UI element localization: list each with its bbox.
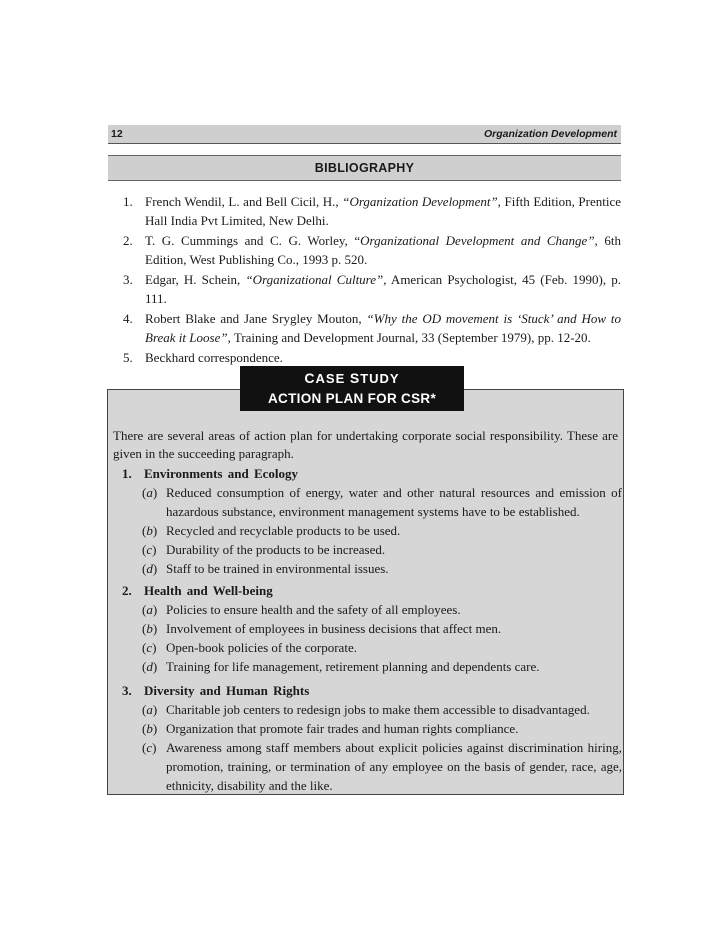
case-study-intro: There are several areas of action plan for undertaking corporate social responsibility. These are given in the succeeding paragraph. xyxy=(113,428,618,461)
item-number: 5. xyxy=(123,350,133,365)
item-text: Robert Blake and Jane Srygley Mouton, xyxy=(145,311,367,326)
item-text: Reduced consumption of energy, water and other natural resources and emission of hazardous substance, environment management systems have to be established. xyxy=(166,485,622,519)
section-heading xyxy=(122,681,622,700)
bibliography-heading: BIBLIOGRAPHY xyxy=(108,155,621,181)
item-text: Training and Development Journal, 33 (September 1979), pp. 12-20. xyxy=(230,330,591,345)
item-label: (c) xyxy=(142,740,157,755)
section-title: Health and Well-being xyxy=(144,583,273,598)
item-text: Edgar, H. Schein, xyxy=(145,272,246,287)
item-label: (d) xyxy=(142,659,158,674)
item-label: (b) xyxy=(142,721,158,736)
item-text: French Wendil, L. and Bell Cicil, H., xyxy=(145,194,343,209)
case-label-part: TUDY xyxy=(360,371,400,386)
bibliography-item xyxy=(123,231,621,269)
item-text: Policies to ensure health and the safety of all employees. xyxy=(166,602,461,617)
item-label: (b) xyxy=(142,621,158,636)
list-item xyxy=(122,483,622,521)
case-label-part: ASE xyxy=(315,371,346,386)
item-text: 6th Edition, West Publishing Co., 1993 p. 520. xyxy=(145,233,621,267)
running-header xyxy=(108,125,621,144)
item-text: Involvement of employees in business decisions that affect men. xyxy=(166,621,502,636)
item-number: 1. xyxy=(123,194,133,209)
bibliography-item xyxy=(123,348,621,367)
running-title: Organization Development xyxy=(483,128,617,140)
item-label: (d) xyxy=(142,561,158,576)
bibliography-item xyxy=(123,270,621,308)
item-label: (a) xyxy=(142,702,158,717)
list-item xyxy=(122,600,622,619)
page-number: 12 xyxy=(111,128,123,140)
section-number: 3. xyxy=(122,683,132,698)
list-item xyxy=(122,559,622,578)
section-heading xyxy=(122,464,622,483)
item-text: T. G. Cummings and C. G. Worley, “ xyxy=(145,233,361,248)
item-title: Organizational Development and Change”, xyxy=(360,233,598,248)
item-label: (a) xyxy=(142,602,158,617)
bibliography-item xyxy=(123,192,621,230)
item-number: 4. xyxy=(123,311,133,326)
section-heading xyxy=(122,581,622,600)
item-text: Open-book policies of the corporate. xyxy=(166,640,357,655)
item-title: “Organization Development”, xyxy=(342,194,501,209)
item-number: 3. xyxy=(123,272,133,287)
section-title: Diversity and Human Rights xyxy=(144,683,310,698)
item-text: Charitable job centers to redesign jobs to make them accessible to disadvantaged. xyxy=(166,702,590,717)
item-text: Staff to be trained in environmental issues. xyxy=(166,561,389,576)
section-number: 1. xyxy=(122,466,132,481)
item-text: Durability of the products to be increased. xyxy=(166,542,386,557)
case-section xyxy=(122,581,622,676)
item-text: Recycled and recyclable products to be used. xyxy=(166,523,401,538)
list-item xyxy=(122,719,622,738)
list-item xyxy=(122,638,622,657)
case-study-title xyxy=(240,366,464,411)
item-title: “Organizational Culture”, xyxy=(245,272,387,287)
list-item xyxy=(122,540,622,559)
case-study-label xyxy=(240,366,464,389)
section-title: Environments and Ecology xyxy=(144,466,299,481)
item-text: Beckhard correspondence. xyxy=(145,350,283,365)
item-text: Fifth Edition, Prentice Hall India Pvt Limited, New Delhi. xyxy=(145,194,621,228)
item-text: American Psychologist, 45 (Feb. 1990), p. 111. xyxy=(145,272,621,306)
list-item xyxy=(122,657,622,676)
item-text: Awareness among staff members about explicit policies against discrimination hiring, promotion, training, or termination of any employee on the basis of gender, race, age, ethnicity, disability and the like. xyxy=(166,740,622,793)
bibliography-list xyxy=(123,192,621,368)
case-label-part: S xyxy=(349,370,361,386)
item-text: Organization that promote fair trades and human rights compliance. xyxy=(166,721,519,736)
list-item xyxy=(122,738,622,795)
item-text: Training for life management, retirement planning and dependents care. xyxy=(166,659,540,674)
list-item xyxy=(122,700,622,719)
section-number: 2. xyxy=(122,583,132,598)
bibliography-item xyxy=(123,309,621,347)
item-label: (a) xyxy=(142,485,158,500)
item-label: (b) xyxy=(142,523,158,538)
item-number: 2. xyxy=(123,233,133,248)
list-item xyxy=(122,619,622,638)
item-label: (c) xyxy=(142,542,157,557)
item-label: (c) xyxy=(142,640,157,655)
case-section xyxy=(122,464,622,578)
case-study-heading: ACTION PLAN FOR CSR* xyxy=(268,391,436,406)
case-section xyxy=(122,681,622,795)
list-item xyxy=(122,521,622,540)
case-label-part: C xyxy=(304,370,316,386)
item-title: “Why the OD movement is ‘Stuck’ and How to Break it Loose”, xyxy=(145,311,621,345)
